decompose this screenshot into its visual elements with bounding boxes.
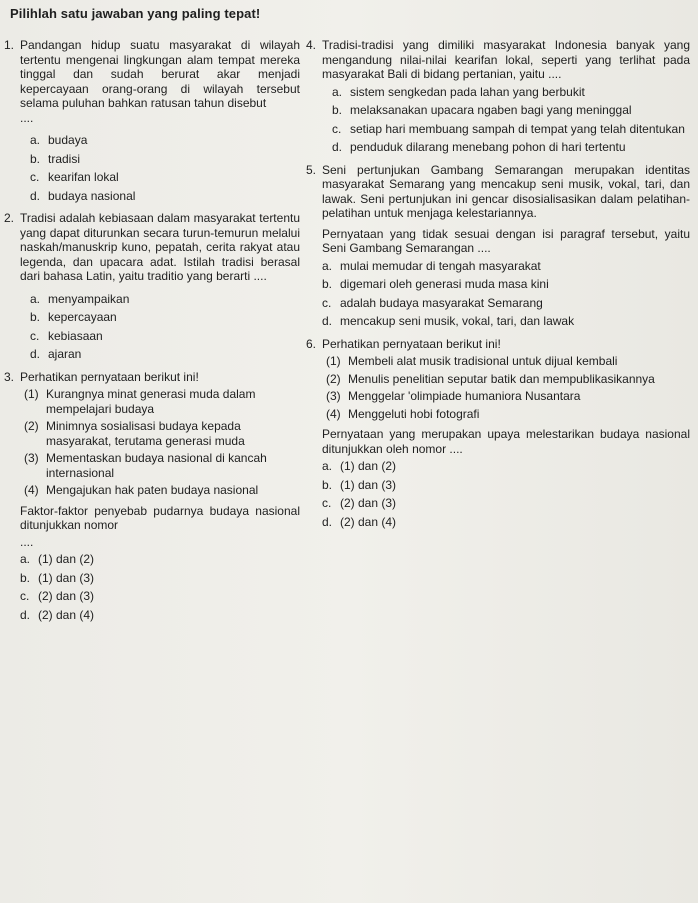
option-letter: b. xyxy=(322,477,333,492)
option-text: adalah budaya masyarakat Semarang xyxy=(340,295,543,310)
statement-number: (2) xyxy=(24,419,39,433)
question-1 xyxy=(4,38,300,203)
option-letter: a. xyxy=(30,133,41,147)
statement-3 xyxy=(326,389,690,404)
statement-1 xyxy=(24,387,300,416)
option-text: (1) dan (3) xyxy=(38,570,95,585)
question-number: 4. xyxy=(306,38,317,52)
option-d[interactable] xyxy=(322,515,690,530)
statement-text: Membeli alat musik tradisional untuk dijual kembali xyxy=(348,354,618,368)
question-6 xyxy=(306,337,690,530)
option-text: (2) dan (4) xyxy=(340,514,397,529)
option-b[interactable] xyxy=(322,478,690,493)
option-c[interactable] xyxy=(30,329,300,344)
option-letter: c. xyxy=(30,170,40,184)
option-letter: d. xyxy=(332,140,343,154)
statement-2 xyxy=(326,372,690,387)
question-text: Pandangan hidup suatu masyarakat di wilayah tertentu mengenai lingkungan alam tempat mereka tinggal dan sudah berurat akar menjadi kepercayaan orang-orang di wilayah tersebut selama puluhan bahkan ratusan tahun disebut xyxy=(20,38,300,110)
statement-text: Mementaskan budaya nasional di kancah internasional xyxy=(46,451,267,480)
question-number: 6. xyxy=(306,336,317,351)
option-letter: d. xyxy=(322,314,333,328)
statement-text: Mengajukan hak paten budaya nasional xyxy=(46,483,259,497)
option-b[interactable] xyxy=(332,103,690,118)
option-text: budaya nasional xyxy=(48,188,136,203)
question-4 xyxy=(306,38,690,155)
option-a[interactable] xyxy=(30,292,300,307)
question-text: Tradisi adalah kebiasaan dalam masyarakat tertentu yang dapat diturunkan secara turun-temurun melalui naskah/manuskrip kuno, pepatah, cerita rakyat atau legenda, dan upacara adat. Istilah tradisi berasal dari bahasa Latin, yaitu traditio yang berarti .... xyxy=(20,211,300,283)
option-text: (1) dan (3) xyxy=(340,477,397,492)
option-letter: c. xyxy=(322,295,332,310)
statement-1 xyxy=(326,354,690,369)
option-text: (2) dan (3) xyxy=(38,589,95,603)
instruction-title: Pilihlah satu jawaban yang paling tepat! xyxy=(10,6,261,21)
option-letter: a. xyxy=(30,291,41,306)
option-letter: a. xyxy=(20,552,31,566)
option-text: setiap hari membuang sampah di tempat yang telah ditentukan xyxy=(350,121,685,136)
option-d[interactable] xyxy=(20,608,300,623)
question-followup: Faktor-faktor penyebab pudarnya budaya nasional ditunjukkan nomor xyxy=(20,503,300,532)
option-letter: b. xyxy=(332,103,343,117)
option-letter: a. xyxy=(332,84,343,99)
option-text: budaya xyxy=(48,133,88,147)
statement-4 xyxy=(24,483,300,498)
option-letter: a. xyxy=(322,459,333,473)
option-letter: b. xyxy=(20,570,31,585)
option-letter: a. xyxy=(322,258,333,273)
option-letter: b. xyxy=(30,151,41,166)
answer-blank: .... xyxy=(20,534,34,549)
option-text: (1) dan (2) xyxy=(340,459,397,473)
question-number: 3. xyxy=(4,369,15,384)
question-2 xyxy=(4,211,300,362)
option-c[interactable] xyxy=(322,296,690,311)
statement-text: Menggeluti hobi fotografi xyxy=(348,406,480,421)
right-column xyxy=(306,38,690,537)
statement-text: Menulis penelitian seputar batik dan mempublikasikannya xyxy=(348,371,655,386)
question-3 xyxy=(4,370,300,623)
question-5 xyxy=(306,163,690,329)
option-a[interactable] xyxy=(322,259,690,274)
question-followup: Pernyataan yang tidak sesuai dengan isi paragraf tersebut, yaitu Seni Gambang Semarangan .... xyxy=(322,226,690,255)
statement-2 xyxy=(24,419,300,448)
option-b[interactable] xyxy=(20,571,300,586)
statement-4 xyxy=(326,407,690,422)
option-d[interactable] xyxy=(30,189,300,204)
option-d[interactable] xyxy=(322,314,690,329)
option-letter: d. xyxy=(30,188,41,203)
option-c[interactable] xyxy=(332,122,690,137)
option-b[interactable] xyxy=(30,152,300,167)
option-letter: b. xyxy=(30,310,41,324)
option-c[interactable] xyxy=(322,496,690,511)
question-number: 2. xyxy=(4,211,15,225)
option-c[interactable] xyxy=(30,170,300,185)
option-letter: d. xyxy=(30,347,41,361)
statement-text: Kurangnya minat generasi muda dalam mempelajari budaya xyxy=(46,387,256,416)
question-text: Seni pertunjukan Gambang Semarangan merupakan identitas masyarakat Semarang yang mencakup seni musik, vokal, tari, dan lawak. Seni pertunjukan ini gencar disosialisasikan dalam pelatihan-pelatihan untuk menjaga kelestariannya. xyxy=(322,162,690,220)
option-letter: b. xyxy=(322,277,333,291)
option-letter: d. xyxy=(322,514,333,529)
option-a[interactable] xyxy=(332,85,690,100)
question-text: Perhatikan pernyataan berikut ini! xyxy=(322,336,501,351)
option-text: penduduk dilarang menebang pohon di hari tertentu xyxy=(350,140,626,154)
option-text: (2) dan (3) xyxy=(340,496,397,510)
question-text: Perhatikan pernyataan berikut ini! xyxy=(20,369,199,384)
option-letter: c. xyxy=(332,121,342,136)
option-text: mulai memudar di tengah masyarakat xyxy=(340,258,541,273)
question-number: 1. xyxy=(4,38,15,52)
option-letter: c. xyxy=(322,496,332,510)
option-a[interactable] xyxy=(20,552,300,567)
option-a[interactable] xyxy=(322,459,690,474)
statement-number: (4) xyxy=(326,406,341,421)
question-text: Tradisi-tradisi yang dimiliki masyarakat Indonesia banyak yang mengandung nilai-nilai kearifan lokal, seperti yang terlihat pada masyarakat Bali di bidang pertanian, yaitu .... xyxy=(322,38,690,81)
statement-text: Minimnya sosialisasi budaya kepada masyarakat, terutama generasi muda xyxy=(46,419,245,448)
option-text: sistem sengkedan pada lahan yang berbukit xyxy=(350,84,585,99)
option-text: melaksanakan upacara ngaben bagi yang meninggal xyxy=(350,103,632,117)
statement-number: (1) xyxy=(326,354,341,368)
statement-number: (1) xyxy=(24,387,39,401)
option-letter: c. xyxy=(30,328,40,343)
option-letter: d. xyxy=(20,607,31,622)
option-d[interactable] xyxy=(30,347,300,362)
option-text: menyampaikan xyxy=(48,291,130,306)
option-text: (2) dan (4) xyxy=(38,607,95,622)
question-followup: Pernyataan yang merupakan upaya melestarikan budaya nasional ditunjukkan oleh nomor .... xyxy=(322,427,690,456)
option-text: tradisi xyxy=(48,151,81,166)
option-text: ajaran xyxy=(48,347,82,361)
option-letter: c. xyxy=(20,589,30,603)
option-d[interactable] xyxy=(332,140,690,155)
statement-number: (4) xyxy=(24,483,39,497)
statement-number: (2) xyxy=(326,371,341,386)
answer-blank: .... xyxy=(20,110,34,125)
statement-text: Menggelar 'olimpiade humaniora Nusantara xyxy=(348,389,581,403)
left-column xyxy=(4,38,300,630)
option-text: (1) dan (2) xyxy=(38,552,95,566)
option-text: kebiasaan xyxy=(48,328,103,343)
option-text: kepercayaan xyxy=(48,310,117,324)
option-b[interactable] xyxy=(322,277,690,292)
option-text: kearifan lokal xyxy=(48,170,119,184)
option-b[interactable] xyxy=(30,310,300,325)
option-c[interactable] xyxy=(20,589,300,604)
question-number: 5. xyxy=(306,162,317,177)
statement-3 xyxy=(24,451,300,480)
option-a[interactable] xyxy=(30,133,300,148)
statement-number: (3) xyxy=(24,451,39,465)
option-text: digemari oleh generasi muda masa kini xyxy=(340,277,549,291)
option-text: mencakup seni musik, vokal, tari, dan lawak xyxy=(340,314,575,328)
statement-number: (3) xyxy=(326,389,341,403)
